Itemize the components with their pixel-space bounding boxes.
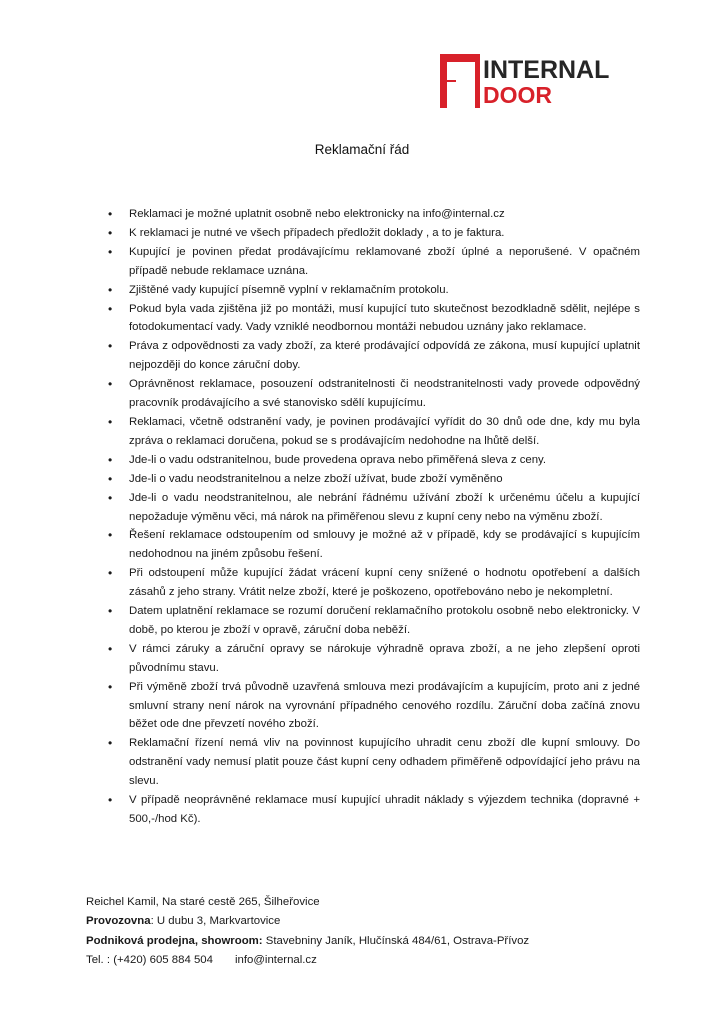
company-logo xyxy=(440,52,640,114)
owner-address: Reichel Kamil, Na staré cestě 265, Šilheřovice xyxy=(86,896,320,908)
rule-item: • V případě neoprávněné reklamace musí kupující uhradit náklady s výjezdem technika (dopravné + 500,-/hod Kč). xyxy=(112,791,640,829)
rules-list xyxy=(112,205,640,829)
rule-item: • Kupující je povinen předat prodávajícímu reklamované zboží úplné a neporušené. V opačném případě nebude reklamace uznána. xyxy=(112,243,640,281)
rule-item: • Jde-li o vadu neodstranitelnou, ale nebrání řádnému užívání zboží k určenému účelu a kupující nepožaduje výměnu věci, má nárok na přiměřenou slevu z kupní ceny nebo na výměnu zboží. xyxy=(112,489,640,527)
rule-item: • Práva z odpovědnosti za vady zboží, za které prodávající odpovídá ze zákona, musí kupující uplatnit nejpozději do konce záruční doby. xyxy=(112,337,640,375)
rule-item: • K reklamaci je nutné ve všech případech předložit doklady , a to je faktura. xyxy=(112,224,640,243)
rule-item: • Reklamaci, včetně odstranění vady, je povinen prodávající vyřídit do 30 dnů ode dne, kdy mu byla zpráva o reklamaci doručena, pokud se s prodávajícím nedohodne na lhůtě delší. xyxy=(112,413,640,451)
branch-line xyxy=(86,912,529,931)
logo-text-internal: INTERNAL xyxy=(483,56,610,84)
rule-item: • Oprávněnost reklamace, posouzení odstranitelnosti či neodstranitelnosti vady provede odpovědný pracovník prodávajícího a své stanovisko sdělí kupujícímu. xyxy=(112,375,640,413)
rule-item: • Datem uplatnění reklamace se rozumí doručení reklamačního protokolu osobně nebo elektronicky. V době, po kterou je zboží v opravě, záruční doba neběží. xyxy=(112,602,640,640)
company-footer xyxy=(86,893,529,971)
document-title: Reklamační řád xyxy=(314,142,410,157)
branch-label: Provozovna xyxy=(86,915,151,928)
rule-item: • Při výměně zboží trvá původně uzavřená smlouva mezi prodávajícím a kupujícím, proto ani z jedné smluvní strany není nárok na vyrovnání případného cenového rozdílu. Záruční doba začíná znovu běžet ode dne převzetí nového zboží. xyxy=(112,678,640,735)
showroom-address: Stavebniny Janík, Hlučínská 484/61, Ostrava-Přívoz xyxy=(262,934,530,947)
rule-item: • Jde-li o vadu odstranitelnou, bude provedena oprava nebo přiměřená sleva z ceny. xyxy=(112,451,640,470)
rule-item: • Pokud byla vada zjištěna již po montáži, musí kupující tuto skutečnost bezodkladně sdělit, nejlépe s fotodokumentací vady. Vady vzniklé neodbornou montáži nebudou uznány jako reklamace. xyxy=(112,300,640,338)
branch-address: : U dubu 3, Markvartovice xyxy=(150,915,281,928)
rule-item: • V rámci záruky a záruční opravy se nárokuje výhradně oprava zboží, a ne jeho zlepšení oproti původnímu stavu. xyxy=(112,640,640,678)
phone-number: Tel. : (+420) 605 884 504 xyxy=(86,954,213,967)
logo-text-door: DOOR xyxy=(483,82,552,108)
showroom-label: Podniková prodejna, showroom: xyxy=(86,934,263,947)
rule-item: • Řešení reklamace odstoupením od smlouvy je možné až v případě, kdy se prodávající s kupujícím nedohodnou na jiném způsobu řešení. xyxy=(112,526,640,564)
rule-item: • Reklamační řízení nemá vliv na povinnost kupujícího uhradit cenu zboží dle kupní smlouvy. Do odstranění vady nemusí platit pouze část kupní ceny odhadem přiměřeně odpovídající jeho právu na slevu. xyxy=(112,734,640,791)
showroom-line xyxy=(86,932,529,951)
contact-line xyxy=(86,951,529,970)
door-icon xyxy=(440,54,480,108)
rule-item: • Jde-li o vadu neodstranitelnou a nelze zboží užívat, bude zboží vyměněno xyxy=(112,470,640,489)
rule-item: • Při odstoupení může kupující žádat vrácení kupní ceny snížené o hodnotu opotřebení a dalších zásahů z jeho strany. Vrátit nelze zboží, které je poškozeno, opotřebováno nebo je nekompletní. xyxy=(112,564,640,602)
rule-item: • Reklamaci je možné uplatnit osobně nebo elektronicky na info@internal.cz xyxy=(112,205,640,224)
rule-item: • Zjištěné vady kupující písemně vyplní v reklamačním protokolu. xyxy=(112,281,640,300)
email-address: info@internal.cz xyxy=(234,954,317,967)
